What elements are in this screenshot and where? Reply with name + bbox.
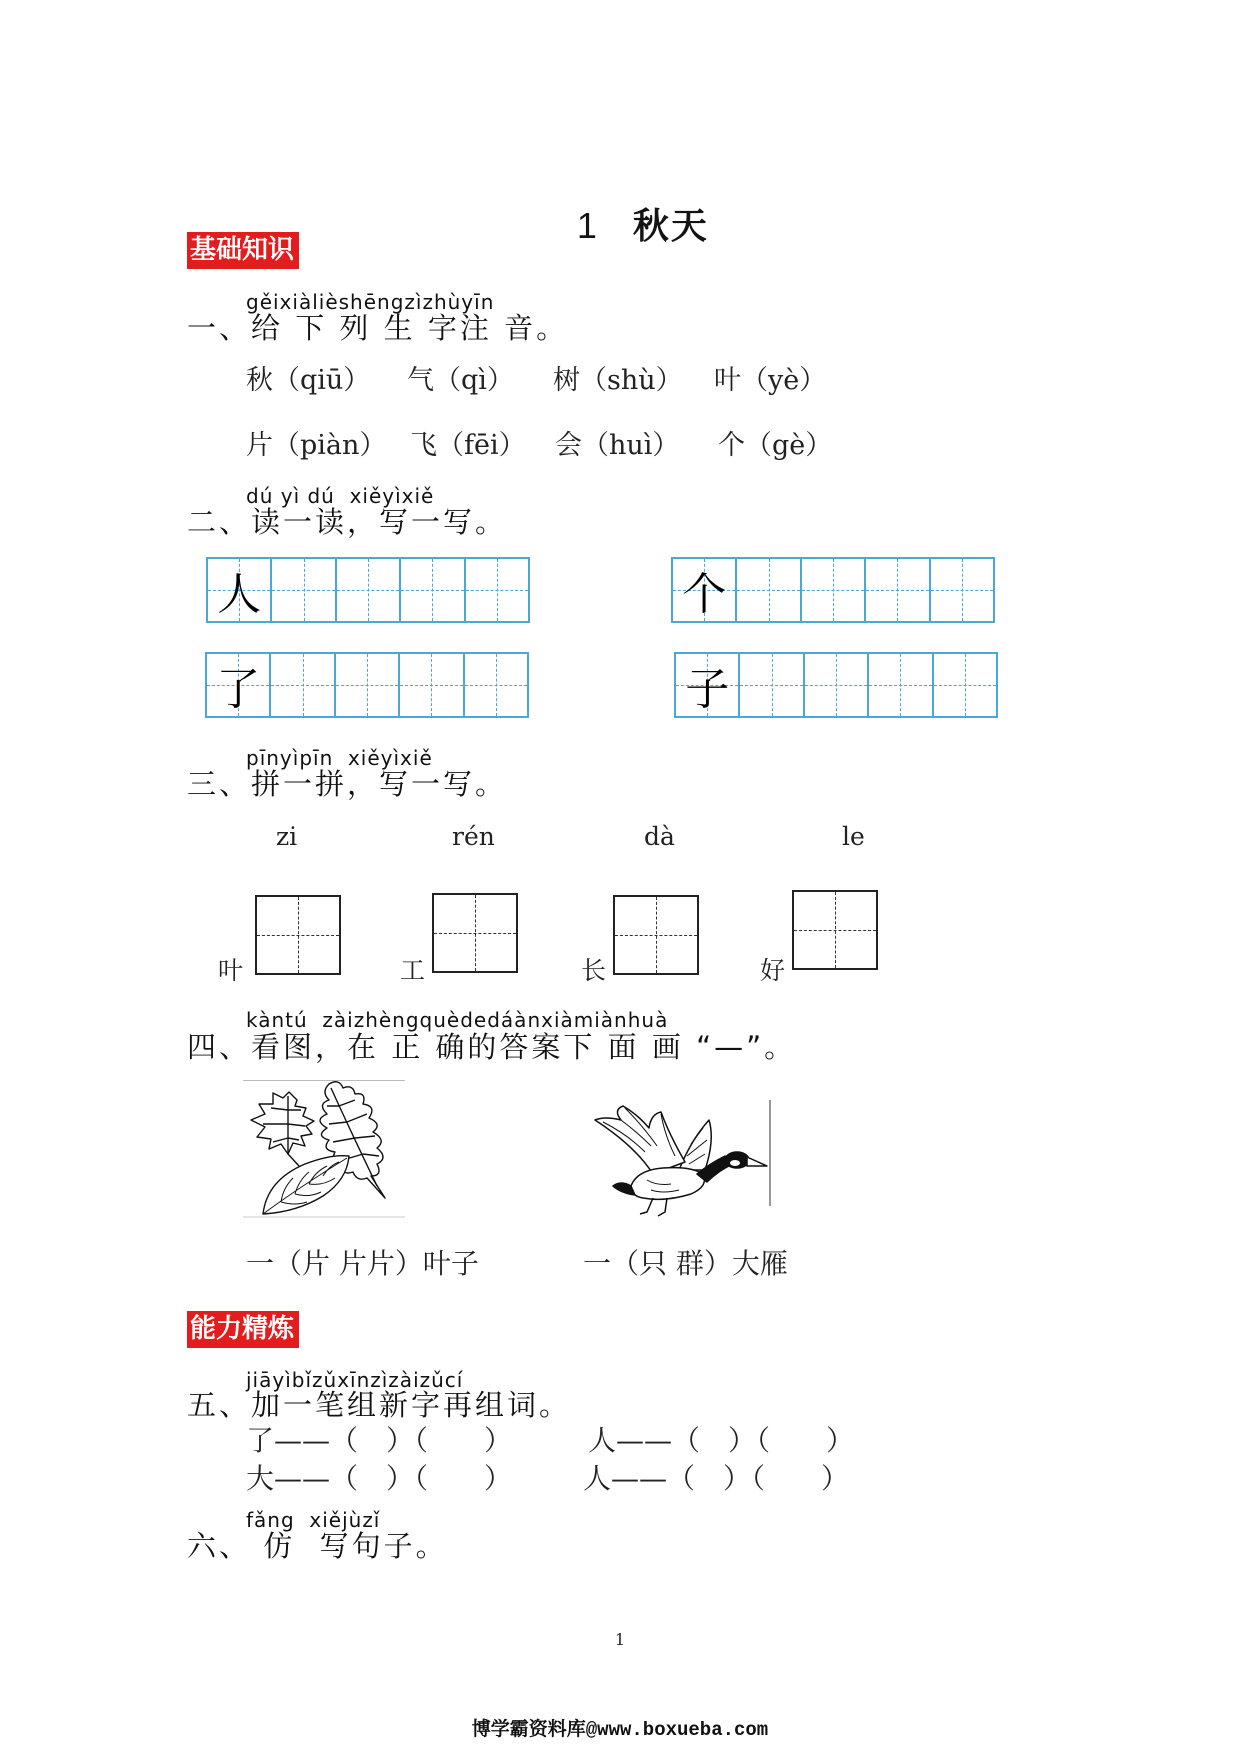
writing-cell	[931, 559, 993, 621]
writing-cell	[271, 654, 335, 716]
q3-item-pinyin: dà	[644, 822, 675, 851]
writing-grid	[206, 557, 530, 623]
q1-item: 气（qì）	[407, 365, 514, 396]
writing-cell	[337, 559, 401, 621]
page-title	[0, 160, 1240, 293]
watermark-footer: 博学霸资料库@www.boxueba.com	[471, 1719, 769, 1741]
writing-cell	[866, 559, 930, 621]
q3-hint-character: 长	[581, 956, 607, 985]
q1-pinyin: gěixiàlièshēngzìzhùyīn	[246, 290, 495, 314]
q1-item: 叶（yè）	[714, 365, 827, 396]
q3-hint-character: 叶	[218, 956, 244, 985]
q5-pinyin: jiāyìbǐzǔxīnzìzàizǔcí	[246, 1368, 464, 1392]
writing-cell	[401, 559, 465, 621]
writing-cell	[208, 559, 272, 621]
page-number: 1	[614, 1630, 626, 1649]
writing-cell	[272, 559, 336, 621]
writing-cell	[673, 559, 737, 621]
tianzige-box	[613, 895, 699, 975]
birch-leaf	[251, 1092, 314, 1166]
writing-grid	[671, 557, 995, 623]
q5-item: 人——（ ）（ ）	[588, 1424, 855, 1457]
q3-prompt: 三、拼一拼，写一写。	[187, 767, 508, 801]
tianzige-box	[432, 893, 518, 973]
q2-prompt: 二、读一读，写一写。	[187, 505, 508, 539]
q3-item-pinyin: le	[842, 822, 865, 851]
lesson-number: 1	[576, 205, 597, 246]
section-label-basic: 基础知识	[187, 232, 299, 269]
q3-item-pinyin: zi	[276, 822, 298, 851]
section-label-ability: 能力精炼	[187, 1311, 299, 1348]
writing-cell	[336, 654, 400, 716]
q6-pinyin: fǎng xiějùzǐ	[246, 1508, 381, 1532]
q4-pinyin: kàntú zàizhèngquèdedáànxiàmiànhuà	[246, 1008, 669, 1032]
model-character: 了	[216, 664, 261, 715]
tianzige-box	[792, 890, 878, 970]
q1-item: 片（piàn）	[246, 430, 387, 461]
writing-cell	[737, 559, 801, 621]
model-character: 子	[685, 664, 730, 715]
q1-item: 会（huì）	[555, 430, 680, 461]
writing-grid	[205, 652, 529, 718]
q1-item: 个（gè）	[718, 430, 833, 461]
q5-item: 人——（ ）（ ）	[583, 1462, 850, 1495]
q5-prompt: 五、加一笔组新字再组词。	[187, 1388, 572, 1422]
writing-cell	[805, 654, 869, 716]
writing-cell	[465, 654, 527, 716]
goose-near-wing	[595, 1106, 685, 1174]
writing-cell	[676, 654, 740, 716]
writing-grid	[674, 652, 998, 718]
q1-item: 飞（fēi）	[410, 430, 526, 461]
q5-item: 大——（ ）（ ）	[246, 1462, 513, 1495]
q3-pinyin: pīnyìpīn xiěyìxiě	[246, 746, 433, 770]
model-character: 个	[682, 569, 727, 620]
q4-option-leaves: 一（片 片片）叶子	[246, 1247, 479, 1280]
q1-item: 秋（qiū）	[246, 365, 371, 396]
q6-prompt: 六、 仿 写句子。	[187, 1529, 448, 1563]
broad-leaf	[263, 1156, 349, 1214]
q3-hint-character: 好	[760, 956, 786, 985]
q3-hint-character: 工	[400, 956, 426, 985]
q1-item: 树（shù）	[553, 365, 683, 396]
leaves-illustration	[243, 1080, 405, 1218]
q4-prompt: 四、看图，在 正 确的答案下 面 画 “—”。	[187, 1030, 797, 1064]
q2-pinyin: dú yì dú xiěyìxiě	[246, 484, 435, 508]
writing-cell	[740, 654, 804, 716]
q5-item: 了——（ ）（ ）	[246, 1424, 513, 1457]
writing-cell	[934, 654, 996, 716]
writing-cell	[400, 654, 464, 716]
writing-cell	[802, 559, 866, 621]
q3-item-pinyin: rén	[452, 822, 495, 851]
writing-cell	[869, 654, 933, 716]
q1-prompt: 一、给 下 列 生 字注 音。	[187, 311, 569, 345]
lesson-title: 秋天	[632, 206, 709, 247]
model-character: 人	[217, 569, 262, 620]
tianzige-box	[255, 895, 341, 975]
writing-cell	[466, 559, 528, 621]
q4-option-geese: 一（只 群）大雁	[583, 1247, 788, 1280]
writing-cell	[207, 654, 271, 716]
goose-illustration	[591, 1100, 773, 1222]
